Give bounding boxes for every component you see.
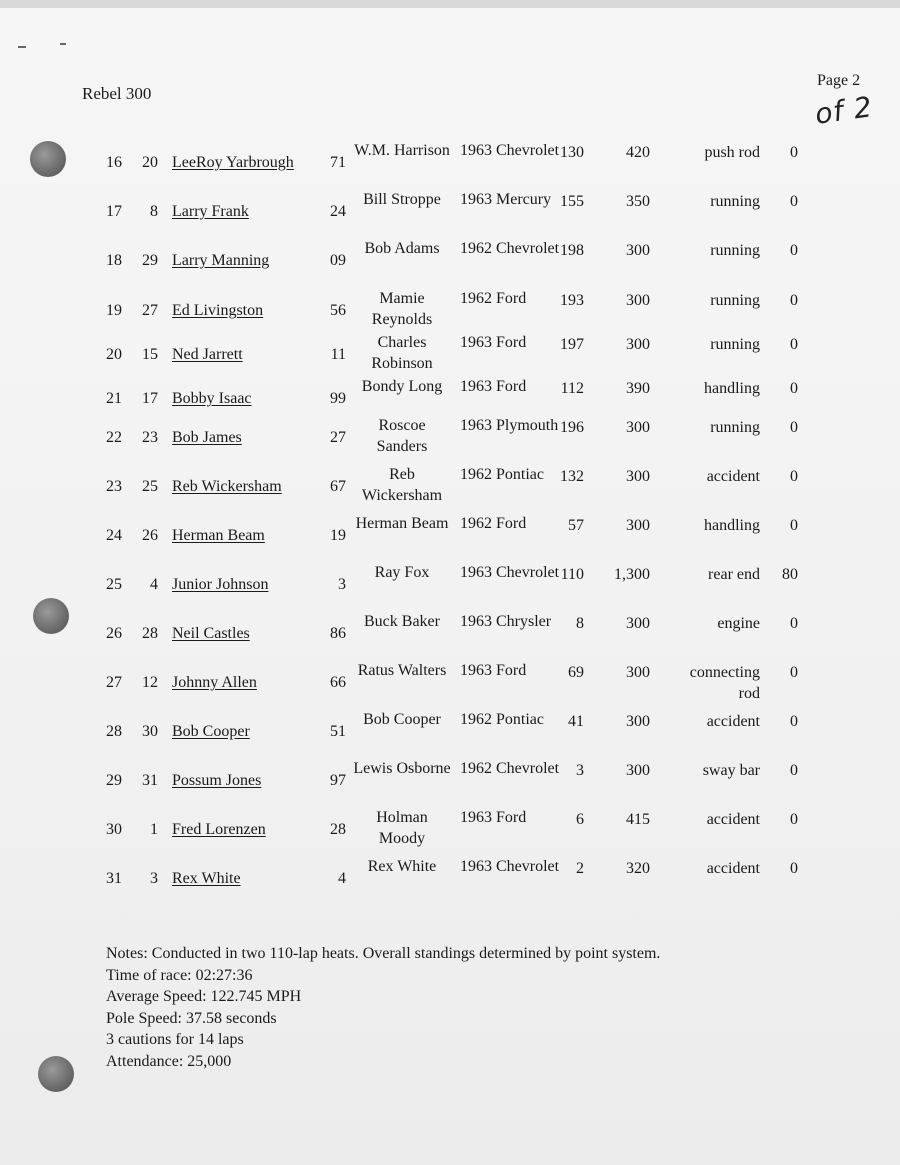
car-number: 09 <box>330 252 346 269</box>
driver-name: Possum Jones <box>172 772 262 789</box>
points: 0 <box>790 144 798 161</box>
car-number: 27 <box>330 429 346 446</box>
prize-money: 300 <box>626 615 650 632</box>
finish-status: accident <box>706 713 760 730</box>
points: 0 <box>790 242 798 259</box>
driver-name: Junior Johnson <box>172 576 269 593</box>
driver-name: Rex White <box>172 870 241 887</box>
car-make: 1963 Chrysler <box>460 613 552 630</box>
car-owner: Roscoe Sanders <box>376 417 428 455</box>
points: 0 <box>790 468 798 485</box>
laps-completed: 6 <box>576 811 584 828</box>
car-number: 19 <box>330 527 346 544</box>
car-make: 1962 Chevrolet <box>460 240 560 257</box>
car-owner: Charles Robinson <box>371 334 433 372</box>
car-owner: Holman Moody <box>376 809 428 847</box>
car-make: 1963 Ford <box>460 378 527 395</box>
laps-completed: 130 <box>560 144 584 161</box>
finish-position: 28 <box>106 723 122 740</box>
race-notes <box>106 943 660 1072</box>
laps-completed: 3 <box>576 762 584 779</box>
laps-completed: 196 <box>560 419 584 436</box>
finish-position: 20 <box>106 346 122 363</box>
laps-completed: 41 <box>568 713 584 730</box>
finish-status: handling <box>704 380 760 397</box>
prize-money: 390 <box>626 380 650 397</box>
laps-completed: 57 <box>568 517 584 534</box>
driver-name: Reb Wickersham <box>172 478 282 495</box>
finish-position: 29 <box>106 772 122 789</box>
handwritten-page-total: of 2 <box>812 90 875 131</box>
driver-name: Larry Manning <box>172 252 270 269</box>
table-row <box>0 560 900 610</box>
finish-position: 27 <box>106 674 122 691</box>
points: 0 <box>790 336 798 353</box>
prize-money: 300 <box>626 713 650 730</box>
laps-completed: 155 <box>560 193 584 210</box>
finish-status: connecting rod <box>689 664 760 702</box>
car-owner: Herman Beam <box>355 515 449 532</box>
finish-status: running <box>710 242 760 259</box>
driver-name: Ned Jarrett <box>172 346 243 363</box>
driver-name: Larry Frank <box>172 203 249 220</box>
car-owner: W.M. Harrison <box>354 142 450 159</box>
car-owner: Buck Baker <box>364 613 440 630</box>
finish-position: 30 <box>106 821 122 838</box>
binder-hole-bottom <box>38 1056 74 1092</box>
points: 0 <box>790 292 798 309</box>
car-owner: Bob Adams <box>364 240 440 257</box>
prize-money: 350 <box>626 193 650 210</box>
finish-position: 24 <box>106 527 122 544</box>
driver-name: LeeRoy Yarbrough <box>172 154 294 171</box>
start-position: 31 <box>142 772 158 789</box>
table-row <box>0 236 900 286</box>
finish-status: running <box>710 419 760 436</box>
car-number: 3 <box>338 576 346 593</box>
prize-money: 300 <box>626 762 650 779</box>
finish-position: 18 <box>106 252 122 269</box>
table-row <box>0 138 900 188</box>
table-row <box>0 511 900 561</box>
driver-name: Bobby Isaac <box>172 390 252 407</box>
table-row <box>0 707 900 757</box>
prize-money: 300 <box>626 664 650 681</box>
car-make: 1963 Mercury <box>460 191 552 208</box>
car-number: 28 <box>330 821 346 838</box>
car-make: 1963 Plymouth <box>460 417 559 434</box>
finish-position: 23 <box>106 478 122 495</box>
prize-money: 300 <box>626 419 650 436</box>
table-row <box>0 756 900 806</box>
scan-speck <box>60 43 66 45</box>
car-make: 1963 Ford <box>460 662 527 679</box>
car-owner: Ray Fox <box>374 564 430 581</box>
finish-position: 26 <box>106 625 122 642</box>
notes-line: Pole Speed: 37.58 seconds <box>106 1009 277 1027</box>
car-make: 1962 Ford <box>460 290 527 307</box>
start-position: 29 <box>142 252 158 269</box>
finish-status: sway bar <box>702 762 760 779</box>
car-make: 1963 Ford <box>460 334 527 351</box>
prize-money: 320 <box>626 860 650 877</box>
table-row <box>0 854 900 904</box>
finish-status: accident <box>706 468 760 485</box>
finish-status: running <box>710 193 760 210</box>
notes-line: Attendance: 25,000 <box>106 1052 232 1070</box>
table-row <box>0 658 900 708</box>
start-position: 3 <box>150 870 158 887</box>
points: 0 <box>790 664 798 681</box>
notes-line: Time of race: 02:27:36 <box>106 966 253 984</box>
table-row <box>0 187 900 237</box>
page-number: Page 2 <box>817 72 861 89</box>
points: 0 <box>790 193 798 210</box>
finish-position: 25 <box>106 576 122 593</box>
finish-status: push rod <box>704 144 760 161</box>
finish-status: accident <box>706 811 760 828</box>
points: 0 <box>790 615 798 632</box>
driver-name: Johnny Allen <box>172 674 257 691</box>
car-number: 67 <box>330 478 346 495</box>
laps-completed: 2 <box>576 860 584 877</box>
laps-completed: 110 <box>560 566 584 583</box>
points: 80 <box>782 566 798 583</box>
table-row <box>0 462 900 512</box>
car-make: 1962 Pontiac <box>460 711 544 728</box>
car-owner: Reb Wickersham <box>361 466 443 504</box>
car-number: 71 <box>330 154 346 171</box>
table-row <box>0 286 900 336</box>
finish-status: handling <box>704 517 760 534</box>
finish-position: 31 <box>106 870 122 887</box>
car-owner: Mamie Reynolds <box>371 290 433 328</box>
driver-name: Bob Cooper <box>172 723 250 740</box>
start-position: 15 <box>142 346 158 363</box>
driver-name: Neil Castles <box>172 625 250 642</box>
car-owner: Lewis Osborne <box>353 760 451 777</box>
start-position: 12 <box>142 674 158 691</box>
prize-money: 1,300 <box>614 566 650 583</box>
finish-position: 22 <box>106 429 122 446</box>
points: 0 <box>790 713 798 730</box>
points: 0 <box>790 811 798 828</box>
laps-completed: 198 <box>560 242 584 259</box>
points: 0 <box>790 419 798 436</box>
laps-completed: 112 <box>560 380 584 397</box>
start-position: 28 <box>142 625 158 642</box>
table-row <box>0 805 900 855</box>
car-number: 56 <box>330 302 346 319</box>
finish-position: 21 <box>106 390 122 407</box>
laps-completed: 193 <box>560 292 584 309</box>
laps-completed: 69 <box>568 664 584 681</box>
finish-status: running <box>710 336 760 353</box>
car-number: 51 <box>330 723 346 740</box>
table-row <box>0 609 900 659</box>
car-number: 11 <box>330 346 346 363</box>
car-owner: Ratus Walters <box>357 662 447 679</box>
car-make: 1962 Ford <box>460 515 527 532</box>
prize-money: 415 <box>626 811 650 828</box>
start-position: 26 <box>142 527 158 544</box>
car-make: 1963 Chevrolet <box>460 564 560 581</box>
points: 0 <box>790 860 798 877</box>
start-position: 27 <box>142 302 158 319</box>
prize-money: 300 <box>626 292 650 309</box>
car-make: 1963 Ford <box>460 809 527 826</box>
prize-money: 300 <box>626 517 650 534</box>
points: 0 <box>790 762 798 779</box>
prize-money: 300 <box>626 242 650 259</box>
car-make: 1963 Chevrolet <box>460 858 560 875</box>
driver-name: Ed Livingston <box>172 302 264 319</box>
start-position: 20 <box>142 154 158 171</box>
finish-position: 16 <box>106 154 122 171</box>
driver-name: Fred Lorenzen <box>172 821 266 838</box>
car-owner: Bondy Long <box>361 378 443 395</box>
car-number: 4 <box>338 870 346 887</box>
notes-line: 3 cautions for 14 laps <box>106 1031 244 1048</box>
car-make: 1962 Pontiac <box>460 466 544 483</box>
car-number: 24 <box>330 203 346 220</box>
points: 0 <box>790 517 798 534</box>
car-number: 97 <box>330 772 346 789</box>
finish-position: 19 <box>106 302 122 319</box>
laps-completed: 132 <box>560 468 584 485</box>
start-position: 25 <box>142 478 158 495</box>
car-number: 86 <box>330 625 346 642</box>
laps-completed: 197 <box>560 336 584 353</box>
car-number: 66 <box>330 674 346 691</box>
table-row <box>0 413 900 463</box>
finish-status: rear end <box>708 566 760 583</box>
scan-speck <box>18 46 26 48</box>
start-position: 8 <box>150 203 158 220</box>
notes-line: Average Speed: 122.745 MPH <box>106 988 302 1005</box>
finish-status: accident <box>706 860 760 877</box>
start-position: 17 <box>142 390 158 407</box>
car-owner: Bob Cooper <box>363 711 441 728</box>
document-page <box>0 8 900 1165</box>
prize-money: 420 <box>626 144 650 161</box>
laps-completed: 8 <box>576 615 584 632</box>
car-number: 99 <box>330 390 346 407</box>
car-make: 1963 Chevrolet <box>460 142 560 159</box>
start-position: 30 <box>142 723 158 740</box>
start-position: 4 <box>150 576 158 593</box>
finish-status: running <box>710 292 760 309</box>
driver-name: Herman Beam <box>172 527 265 544</box>
document-title: Rebel 300 <box>82 84 152 103</box>
finish-status: engine <box>717 615 760 632</box>
car-make: 1962 Chevrolet <box>460 760 560 777</box>
notes-line: Notes: Conducted in two 110-lap heats. Overall standings determined by point system. <box>106 945 661 962</box>
car-owner: Rex White <box>367 858 437 875</box>
finish-position: 17 <box>106 203 122 220</box>
start-position: 1 <box>150 821 158 838</box>
points: 0 <box>790 380 798 397</box>
driver-name: Bob James <box>172 429 242 446</box>
start-position: 23 <box>142 429 158 446</box>
car-owner: Bill Stroppe <box>363 191 441 208</box>
prize-money: 300 <box>626 468 650 485</box>
table-row <box>0 330 900 380</box>
prize-money: 300 <box>626 336 650 353</box>
